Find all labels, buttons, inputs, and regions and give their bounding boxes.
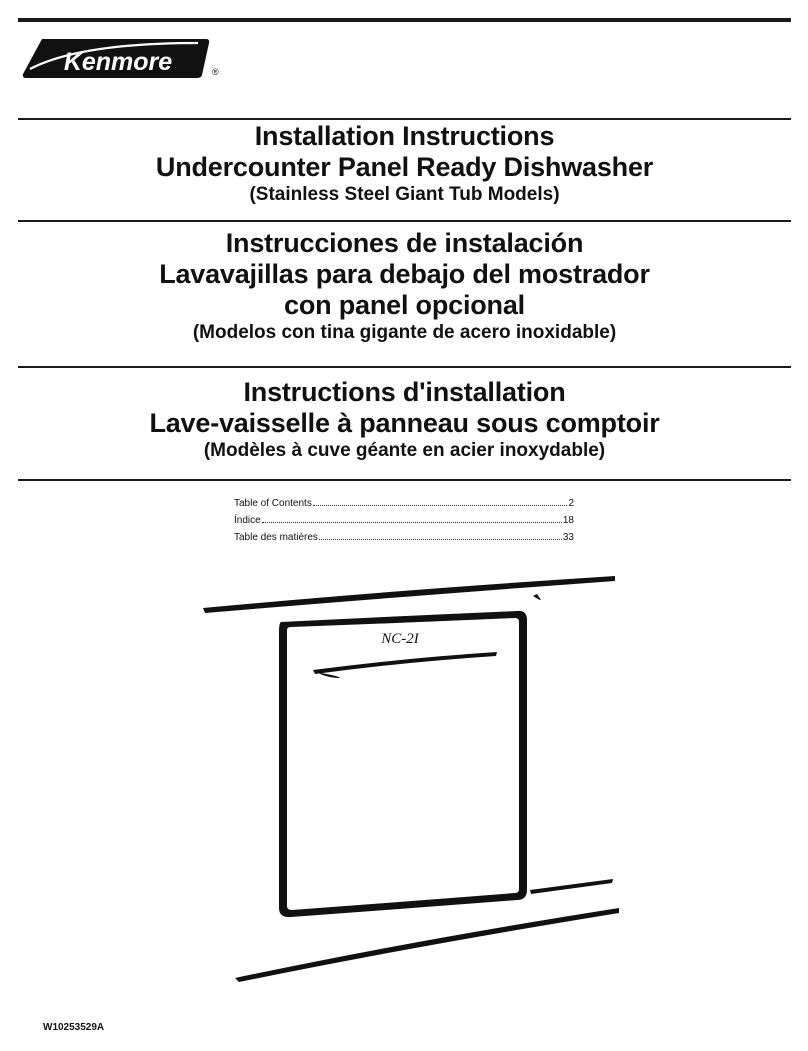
divider <box>18 220 791 222</box>
toc-leader <box>262 522 562 523</box>
spanish-subtitle-line1: Lavavajillas para debajo del mostrador <box>159 259 650 289</box>
english-models: (Stainless Steel Giant Tub Models) <box>249 184 560 205</box>
table-of-contents <box>234 495 574 546</box>
toc-leader <box>319 539 562 540</box>
toc-page: 33 <box>562 532 574 543</box>
spanish-title: Instrucciones de instalación <box>225 228 584 258</box>
toc-label: Table des matières <box>234 532 318 543</box>
dishwasher-illustration <box>195 570 620 990</box>
toc-label: Índice <box>234 515 261 526</box>
french-subtitle: Lave-vaisselle à panneau sous comptoir <box>149 408 660 438</box>
panel-badge: NC-2I <box>381 631 419 647</box>
divider <box>18 479 791 481</box>
toc-page: 18 <box>562 515 574 526</box>
spanish-title-block <box>18 228 791 345</box>
divider <box>18 366 791 368</box>
french-title: Instructions d'installation <box>243 377 566 407</box>
divider <box>18 118 791 120</box>
spanish-models: (Modelos con tina gigante de acero inoxidable) <box>192 322 617 343</box>
toc-page: 2 <box>568 498 574 509</box>
document-code: W10253529A <box>43 1022 105 1033</box>
spanish-subtitle-line2: con panel opcional <box>284 290 525 320</box>
english-subtitle: Undercounter Panel Ready Dishwasher <box>155 152 654 182</box>
kenmore-logo <box>20 37 210 79</box>
toc-row[interactable] <box>234 512 574 529</box>
registered-mark: ® <box>212 67 219 77</box>
top-rule <box>18 18 791 22</box>
french-title-block <box>18 377 791 463</box>
toc-label: Table of Contents <box>234 498 312 509</box>
french-models: (Modèles à cuve géante en acier inoxydable) <box>203 440 606 461</box>
toc-row[interactable] <box>234 529 574 546</box>
english-title-block <box>18 121 791 207</box>
brand-name: Kenmore <box>63 48 173 76</box>
english-title: Installation Instructions <box>254 121 555 151</box>
toc-row[interactable] <box>234 495 574 512</box>
toc-leader <box>313 505 568 506</box>
